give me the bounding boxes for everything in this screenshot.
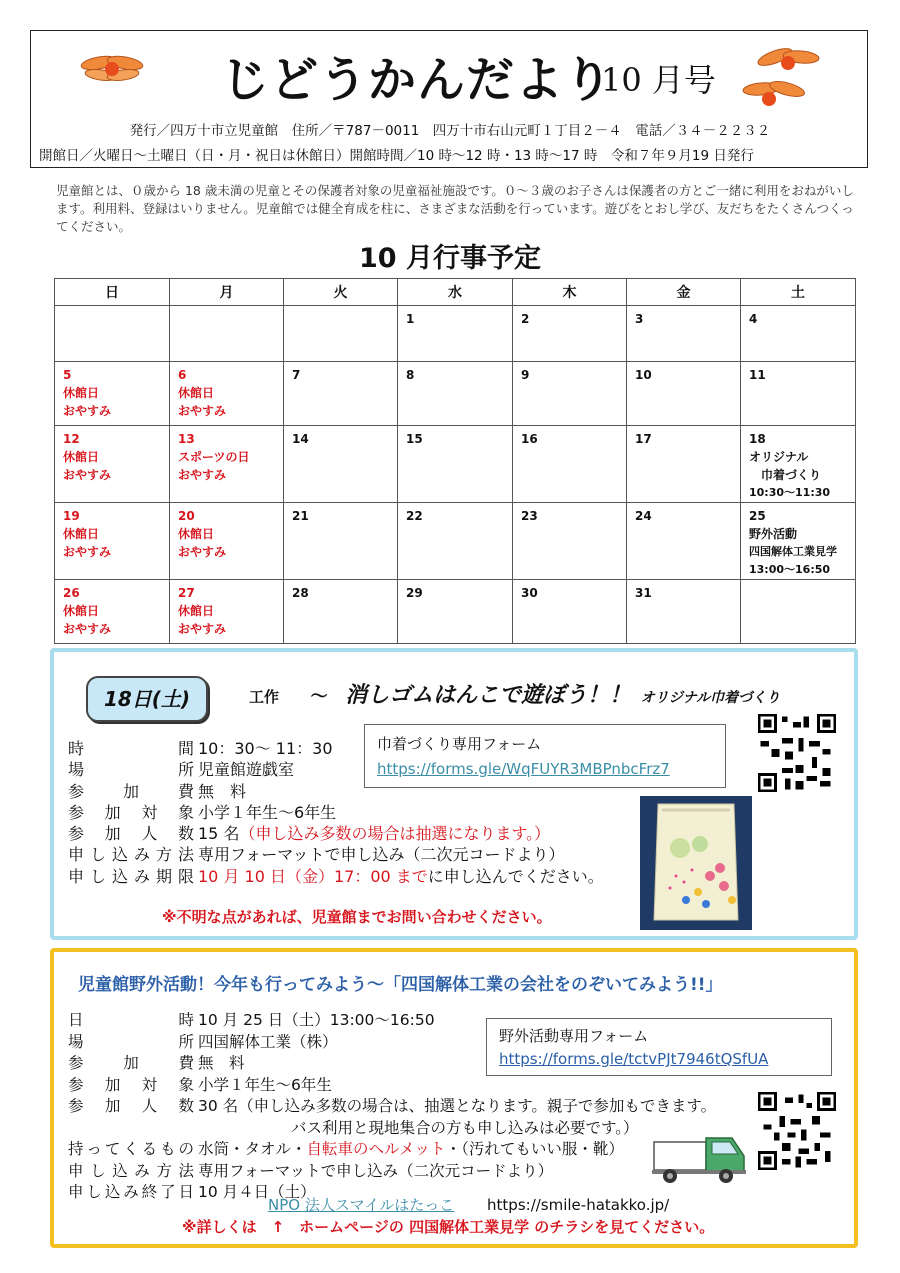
detail-value: 四国解体工業（株） [198, 1032, 338, 1051]
detail-label: 日時 [68, 1011, 194, 1029]
day-event-text: おやすみ [63, 468, 112, 482]
form-link[interactable]: https://forms.gle/WqFUYR3MBPnbcFrz7 [377, 760, 670, 778]
detail-label: 参加人数 [68, 824, 194, 844]
calendar-week-row [55, 306, 856, 362]
day-number: 28 [292, 586, 309, 600]
detail-value: 小学１年生～6年生 [198, 802, 337, 822]
calendar-day-cell [627, 362, 741, 426]
detail-value-highlight: 10 月 10 日（金）17：00 まで [198, 866, 428, 886]
detail-label: 場所 [68, 1032, 194, 1051]
outdoor-title: 児童館野外活動！今年も行ってみよう～「四国解体工業の会社をのぞいてみよう!!」 [78, 975, 723, 995]
detail-label: 申し込み方法 [68, 845, 194, 865]
day-number: 1 [406, 312, 415, 326]
day-number: 24 [635, 509, 652, 523]
calendar-day-cell [284, 503, 398, 580]
calendar-day-cell [627, 580, 741, 644]
detail-value-highlight: （申し込み多数の場合は抽選になります。） [239, 824, 551, 844]
weekday-header: 水 [398, 279, 513, 306]
day-event-text: 13:00～16:50 [749, 563, 831, 576]
day-number: 31 [635, 586, 652, 600]
day-number: 7 [292, 368, 301, 382]
calendar-day-cell [170, 426, 284, 503]
detail-label: 時間 [68, 739, 194, 758]
calendar-day-cell [513, 306, 627, 362]
detail-label: 参加費 [68, 1054, 194, 1072]
day-number: 4 [749, 312, 758, 326]
calendar-title: 10 月行事予定 [359, 243, 541, 274]
day-event-text: おやすみ [178, 622, 227, 636]
day-number: 21 [292, 509, 309, 523]
day-event-text: 休館日 [63, 386, 100, 400]
detail-row [68, 866, 604, 887]
calendar-day-cell [741, 362, 856, 426]
day-number: 17 [635, 432, 652, 446]
qr-code-icon[interactable] [758, 1092, 836, 1170]
event-heading [249, 678, 780, 709]
detail-value: 10 月 25 日（土）13:00～16:50 [198, 1011, 435, 1029]
weekday-header-row [55, 279, 856, 306]
calendar-day-cell [513, 426, 627, 503]
form-box [364, 724, 726, 788]
header-box [30, 30, 868, 168]
weekday-header: 金 [627, 279, 741, 306]
day-number: 22 [406, 509, 423, 523]
detail-value: 水筒・タオル・ [198, 1140, 307, 1158]
form-label: 野外活動専用フォーム [499, 1027, 649, 1045]
day-event-text: オリジナル [749, 450, 809, 464]
day-event-text: 四国解体工業見学 [749, 545, 837, 558]
calendar-day-cell [170, 580, 284, 644]
opening-hours: 開館日／火曜日～土曜日（日・月・祝日は休館日）開館時間／10 時～12 時・13 時～17 時 令和７年９月19 日発行 [39, 148, 754, 164]
calendar-day-cell [55, 503, 170, 580]
day-number: 29 [406, 586, 423, 600]
detail-label: 参加対象 [68, 1075, 194, 1094]
day-number: 19 [63, 509, 80, 523]
detail-label: 持ってくるもの [68, 1140, 194, 1158]
calendar-day-cell [284, 426, 398, 503]
detail-label: 場所 [68, 760, 194, 780]
tilde: ～ [310, 687, 328, 707]
calendar-week-row [55, 580, 856, 644]
form-box [486, 1018, 832, 1076]
day-number: 9 [521, 368, 530, 382]
detail-label: 参加対象 [68, 802, 194, 822]
qr-code-icon[interactable] [758, 714, 836, 792]
day-number: 6 [178, 368, 187, 382]
event-calendar [54, 278, 856, 644]
event-outdoor-section [50, 948, 858, 1248]
detail-value: 30 名（申し込み多数の場合は、抽選となります。親子で参加もできます。 [198, 1097, 717, 1115]
detail-value: 10 月４日（土） [198, 1183, 316, 1201]
calendar-day-cell [284, 580, 398, 644]
day-number: 8 [406, 368, 415, 382]
day-event-text: 休館日 [178, 386, 215, 400]
form-label: 巾着づくり専用フォーム [377, 735, 542, 753]
detail-value: バス利用と現地集合の方も申し込みは必要です。） [198, 1118, 639, 1137]
day-event-text: 10:30～11:30 [749, 486, 831, 499]
detail-value: 専用フォーマットで申し込み（二次元コードより） [198, 845, 565, 865]
calendar-day-cell [55, 580, 170, 644]
day-event-text: おやすみ [63, 545, 112, 559]
day-event-text: 休館日 [63, 527, 100, 541]
day-number: 18 [749, 432, 766, 446]
issue-label: 10 月号 [601, 61, 716, 99]
detail-row [68, 1118, 716, 1140]
weekday-header: 木 [513, 279, 627, 306]
detail-row [68, 844, 604, 865]
weekday-header: 日 [55, 279, 170, 306]
truck-icon [652, 1128, 748, 1186]
calendar-day-cell [398, 580, 513, 644]
drawstring-bag-photo [640, 796, 752, 930]
weekday-header: 土 [741, 279, 856, 306]
inquiry-note: ※不明な点があれば、児童館までお問い合わせください。 [162, 908, 552, 926]
form-link[interactable]: https://forms.gle/tctvPJt7946tQSfUA [499, 1050, 769, 1068]
detail-row [68, 802, 604, 823]
detail-label: 申し込み方法 [68, 1161, 194, 1180]
detail-value: 無 料 [198, 781, 247, 801]
day-number: 23 [521, 509, 538, 523]
detail-label: 申し込み期限 [68, 866, 194, 886]
calendar-day-cell [170, 306, 284, 362]
calendar-day-cell [170, 362, 284, 426]
calendar-week-row [55, 426, 856, 503]
day-number: 14 [292, 432, 309, 446]
detail-row [68, 1096, 716, 1118]
calendar-day-cell [741, 306, 856, 362]
day-event-text: おやすみ [63, 404, 112, 418]
day-event-text: スポーツの日 [178, 450, 250, 464]
day-number: 15 [406, 432, 423, 446]
detail-value: に申し込んでください。 [427, 866, 604, 886]
calendar-day-cell [284, 362, 398, 426]
day-event-text: 休館日 [178, 604, 215, 618]
day-event-text: 休館日 [178, 527, 215, 541]
detail-value: ・（汚れてもいい服・靴） [445, 1140, 624, 1158]
detail-value-highlight: 自転車のヘルメット [306, 1140, 446, 1158]
detail-value: 15 名 [198, 824, 240, 844]
detail-value: 児童館遊戯室 [198, 760, 295, 780]
calendar-day-cell [627, 503, 741, 580]
detail-value: 専用フォーマットで申し込み（二次元コードより） [198, 1161, 554, 1180]
detail-label: 参加費 [68, 781, 194, 801]
dragonfly-icon [77, 47, 147, 91]
npo-name-link[interactable]: NPO 法人スマイルはたっこ [268, 1196, 455, 1214]
weekday-header: 火 [284, 279, 398, 306]
day-event-text: おやすみ [178, 404, 227, 418]
day-number: 10 [635, 368, 652, 382]
detail-row [68, 1139, 716, 1161]
calendar-week-row [55, 503, 856, 580]
day-number: 27 [178, 586, 195, 600]
day-event-text: おやすみ [178, 468, 227, 482]
calendar-day-cell [398, 503, 513, 580]
calendar-day-cell [55, 362, 170, 426]
detail-row [68, 1161, 716, 1183]
calendar-day-cell [398, 362, 513, 426]
detail-value: 無 料 [198, 1054, 245, 1072]
detail-row [68, 823, 604, 844]
detail-label: 参加人数 [68, 1097, 194, 1115]
calendar-day-cell [513, 503, 627, 580]
day-number: 2 [521, 312, 530, 326]
calendar-day-cell [398, 306, 513, 362]
calendar-day-cell [170, 503, 284, 580]
day-number: 30 [521, 586, 538, 600]
event-category: 工作 [249, 688, 280, 706]
event-workshop-section [50, 648, 858, 940]
calendar-week-row [55, 362, 856, 426]
day-number: 11 [749, 368, 766, 382]
day-event-text: 休館日 [63, 450, 100, 464]
event-subtitle: オリジナル巾着づくり [640, 690, 781, 706]
calendar-day-cell [55, 426, 170, 503]
day-event-text: 野外活動 [749, 527, 798, 541]
newsletter-title: じどうかんだより [221, 52, 614, 108]
day-number: 25 [749, 509, 766, 523]
npo-credit [268, 1194, 669, 1215]
day-number: 3 [635, 312, 644, 326]
calendar-day-cell [627, 426, 741, 503]
calendar-day-cell [741, 580, 856, 644]
detail-label: 申し込み終了日 [68, 1183, 194, 1201]
day-number: 13 [178, 432, 195, 446]
event-title: 消しゴムはんこで遊ぼう！！ [345, 683, 632, 708]
detail-value: 小学１年生～6年生 [198, 1075, 332, 1094]
calendar-day-cell [741, 503, 856, 580]
day-number: 20 [178, 509, 195, 523]
day-event-text: おやすみ [63, 622, 112, 636]
calendar-day-cell [398, 426, 513, 503]
day-event-text: おやすみ [178, 545, 227, 559]
calendar-day-cell [55, 306, 170, 362]
day-number: 26 [63, 586, 80, 600]
detail-row [68, 1075, 716, 1097]
day-number: 12 [63, 432, 80, 446]
details-note: ※詳しくは ↑ ホームページの 四国解体工業見学 のチラシを見てください。 [182, 1218, 715, 1236]
calendar-day-cell [741, 426, 856, 503]
day-event-text: 休館日 [63, 604, 100, 618]
calendar-day-cell [513, 580, 627, 644]
intro-text: 児童館とは、０歳から 18 歳未満の児童とその保護者対象の児童福祉施設です。０～３歳のお子さんは保護者の方とご一緒に利用をおねがいします。利用料、登録はいりません。児童館では健全育成を柱に、さまざまな活動を行っています。遊びをとおし学び、友だちをたくさんつくってください。 [56, 183, 854, 234]
dragonfly-icon [739, 73, 809, 117]
day-number: 16 [521, 432, 538, 446]
calendar-day-cell [513, 362, 627, 426]
date-badge: 18日(土) [86, 676, 208, 722]
weekday-header: 月 [170, 279, 284, 306]
npo-url: https://smile-hatakko.jp/ [487, 1196, 670, 1214]
publisher-info: 発行／四万十市立児童館 住所／〒787－0011 四万十市右山元町１丁目２－４ 電話／３４－２２３２ [129, 123, 771, 139]
day-event-text: 巾着づくり [749, 468, 822, 482]
day-number: 5 [63, 368, 72, 382]
detail-value: 10：30～ 11：30 [198, 739, 333, 758]
calendar-day-cell [284, 306, 398, 362]
calendar-day-cell [627, 306, 741, 362]
